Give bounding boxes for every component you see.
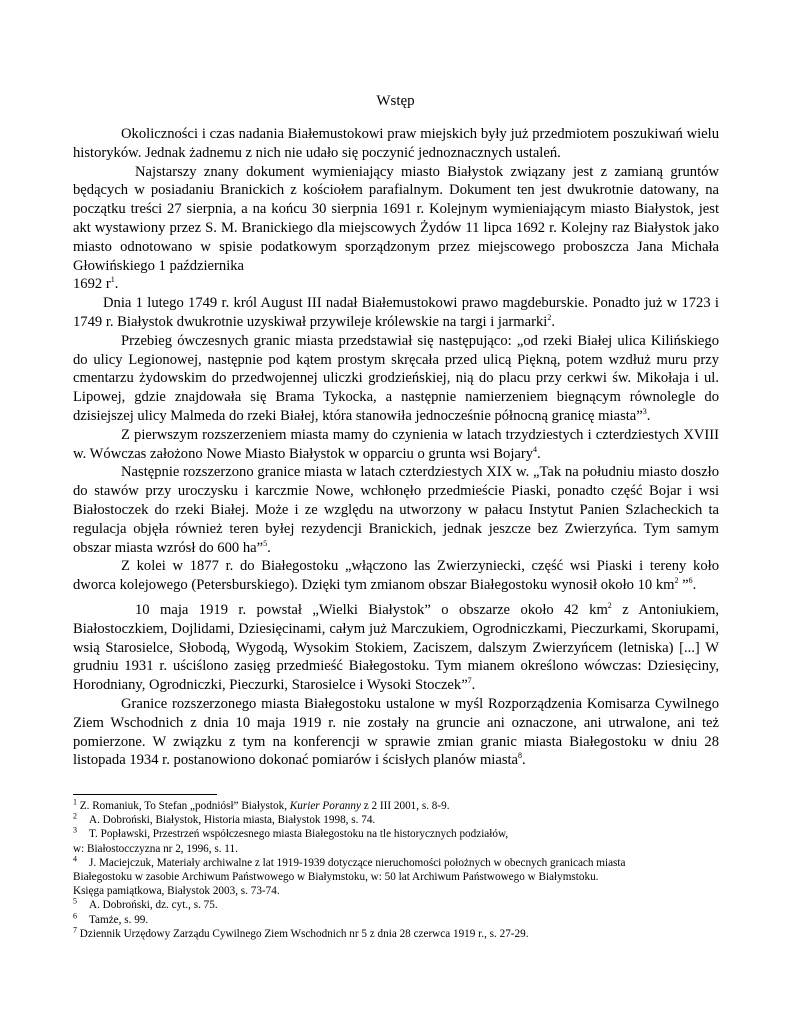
footnote-3-cont: w: Białostocczyzna nr 2, 1996, s. 11. xyxy=(73,842,238,855)
footnote-ref-7[interactable]: 7 xyxy=(467,676,472,686)
paragraph-8: 10 maja 1919 r. powstał „Wielki Białystok” o obszarze około 42 $km^2$ z Antoniukiem, Białostoczkiem, Dojlidami, Dziesięcinami, całym już Marczukiem, Ogrodniczkami, Pieczurkami, Skorupami, wsią Starosielce, Słobodą, Wygodą, Wysokim Stokiem, Zaciszem, dalszym Zwierzyńcem (letniska) [...] W grudniu 1931 r. uściślono zasięg przedmieść Białegostoku. Tym mianem określono wówczas: Dziesięciny, Horodniany, Ogrodniczki, Pieczurki, Starosielce i Wysoki Stoczek”$^7$. xyxy=(73,601,719,694)
footnote-4: $^4$ J. Maciejczuk, Materiały archiwalne z lat 1919-1939 dotyczące nieruchomości położnych w obecnych granicach miasta xyxy=(73,854,626,869)
footnote-7: $^7$ Dziennik Urzędowy Zarządu Cywilnego Ziem Wschodnich nr 5 z dnia 28 czerwca 1919 r., s. 27-29. xyxy=(73,925,529,940)
paragraph-6: Następnie rozszerzono granice miasta w latach czterdziestych XIX w. „Tak na południu miasto doszło do stawów przy uroczysku i karczmie Nowe, wchłonęło przedmieście Piaski, ponadto część Bojar i wsi Białostoczek do rzeki Białej. Może i ze względu na utworzony w pałacu Instytut Panien Szlacheckich ta regulacja objęła również teren byłej rezydencji Branickich, jednak jeszcze bez Zwierzyńca. Tym samym obszar miasta wzrósł do 600 ha”$^5$. xyxy=(73,464,719,556)
footnote-ref-8[interactable]: 8 xyxy=(518,751,523,761)
footnote-ref-4[interactable]: 4 xyxy=(533,444,538,454)
paragraph-4: Przebieg ówczesnych granic miasta przedstawiał się następująco: „od rzeki Białej ulica Kilińskiego do ulicy Legionowej, następnie pod kątem prostym skręcała przed ulicą Piękną, potem wzdłuż muru przy cmentarzu żydowskim do przedwojennej uliczki grodzieńskiej, nią do placu przy cerkwi św. Mikołaja i ul. Lipowej, gdzie znajdowała się Brama Tykocka, a następnie namierzeniem biegnącym równolegle do dzisiejszej ulicy Malmeda do rzeki Białej, która stanowiła jednocześnie północną granicę miasta”$^3$. xyxy=(73,332,719,424)
area-unit-sup-1: 2 xyxy=(674,576,679,586)
footnote-ref-5[interactable]: 5 xyxy=(263,538,268,548)
paragraph-9: Granice rozszerzonego miasta Białegostoku ustalone w myśl Rozporządzenia Komisarza Cywilnego Ziem Wschodnich z dnia 10 maja 1919 r. nie zostały na gruncie ani oznaczone, ani utrwalone, ani też pomierzone. W związku z tym na konferencji w sprawie zmian granic miasta Białegostoku w dniu 28 listopada 1934 r. postanowiono dokonać pomiarów i ścisłych planów miasta$^8$. xyxy=(73,695,719,769)
footnote-ref-1[interactable]: 1 xyxy=(110,275,115,285)
footnote-ref-6[interactable]: 6 xyxy=(688,576,693,586)
page-title: Wstęp xyxy=(376,93,415,109)
document-body xyxy=(73,125,719,770)
footnote-ref-3[interactable]: 3 xyxy=(642,407,647,417)
footnote-2: $^2$ A. Dobroński, Białystok, Historia miasta, Białystok 1998, s. 74. xyxy=(73,811,376,827)
footnote-6: $^6$ Tamże, s. 99. xyxy=(73,910,149,926)
footnote-4-cont: Białegostoku w zasobie Archiwum Państwowego w Białymstoku, w: 50 lat Archiwum Państwowego w Białymstoku. xyxy=(73,871,599,884)
area-unit-sup-2: 2 xyxy=(607,601,612,611)
paragraph-5: Z pierwszym rozszerzeniem miasta mamy do czynienia w latach trzydziestych i czterdziestych XVIII w. Wówczas założono Nowe Miasto Białystok w opparciu o grunta wsi Bojary$^4$. xyxy=(73,426,719,462)
footnote-3: $^3$ T. Popławski, Przestrzeń współczesnego miasta Białegostoku na tle historycznych podziałów, xyxy=(73,825,509,841)
paragraph-2-tail: 1692 $r^1$. xyxy=(73,275,119,293)
paragraph-3: Dnia 1 lutego 1749 r. król August III nadał Białemustokowi prawo magdeburskie. Ponadto już w 1723 i 1749 r. Białystok dwukrotnie uzyskiwał przywileje królewskie na targi i jarmarki$^2$. xyxy=(73,295,719,330)
footnote-5: $^5$ A. Dobroński, dz. cyt., s. 75. xyxy=(73,896,218,912)
paragraph-2: Najstarszy znany dokument wymieniający miasto Białystok związany jest z zamianą gruntów będących w posiadaniu Branickich z kościołem parafialnym. Dokument ten jest dwukrotnie datowany, na początku treści 27 sierpnia, a na końcu 30 sierpnia 1691 r. Kolejnym wymieniającym miasto Białystok, jest akt wystawiony przez S. M. Branickiego dla miejscowych Żydów 11 lipca 1692 r. Kolejny raz Białystok jako miasto odnotowano w spisie podatkowym sporządzonym przez miejscowego proboszcza Jana Michała Głowińskiego 1 października xyxy=(73,163,719,274)
footnote-ref-2[interactable]: 2 xyxy=(547,313,552,323)
footnote-separator xyxy=(73,794,217,795)
paragraph-1: Okoliczności i czas nadania Białemustokowi praw miejskich były już przedmiotem poszukiwań wielu historyków. Jednak żadnemu z nich nie udało się poczynić jednoznacznych ustaleń. xyxy=(73,126,719,161)
footnotes xyxy=(73,799,719,941)
footnote-1: $^1$ Z. Romaniuk, To Stefan „podniósł” Białystok, Kurier Poranny z 2 III 2001, s. 8-9. xyxy=(73,797,450,812)
footnote-4-cont2: Księga pamiątkowa, Białystok 2003, s. 73-74. xyxy=(73,885,280,898)
paragraph-7: Z kolei w 1877 r. do Białegostoku „włączono las Zwierzyniecki, część wsi Piaski i tereny koło dworca kolejowego (Petersburskiego). Dzięki tym zmianom obszar Białegostoku wynosił około 10 $km^2$ ”$^6$. xyxy=(73,558,719,594)
